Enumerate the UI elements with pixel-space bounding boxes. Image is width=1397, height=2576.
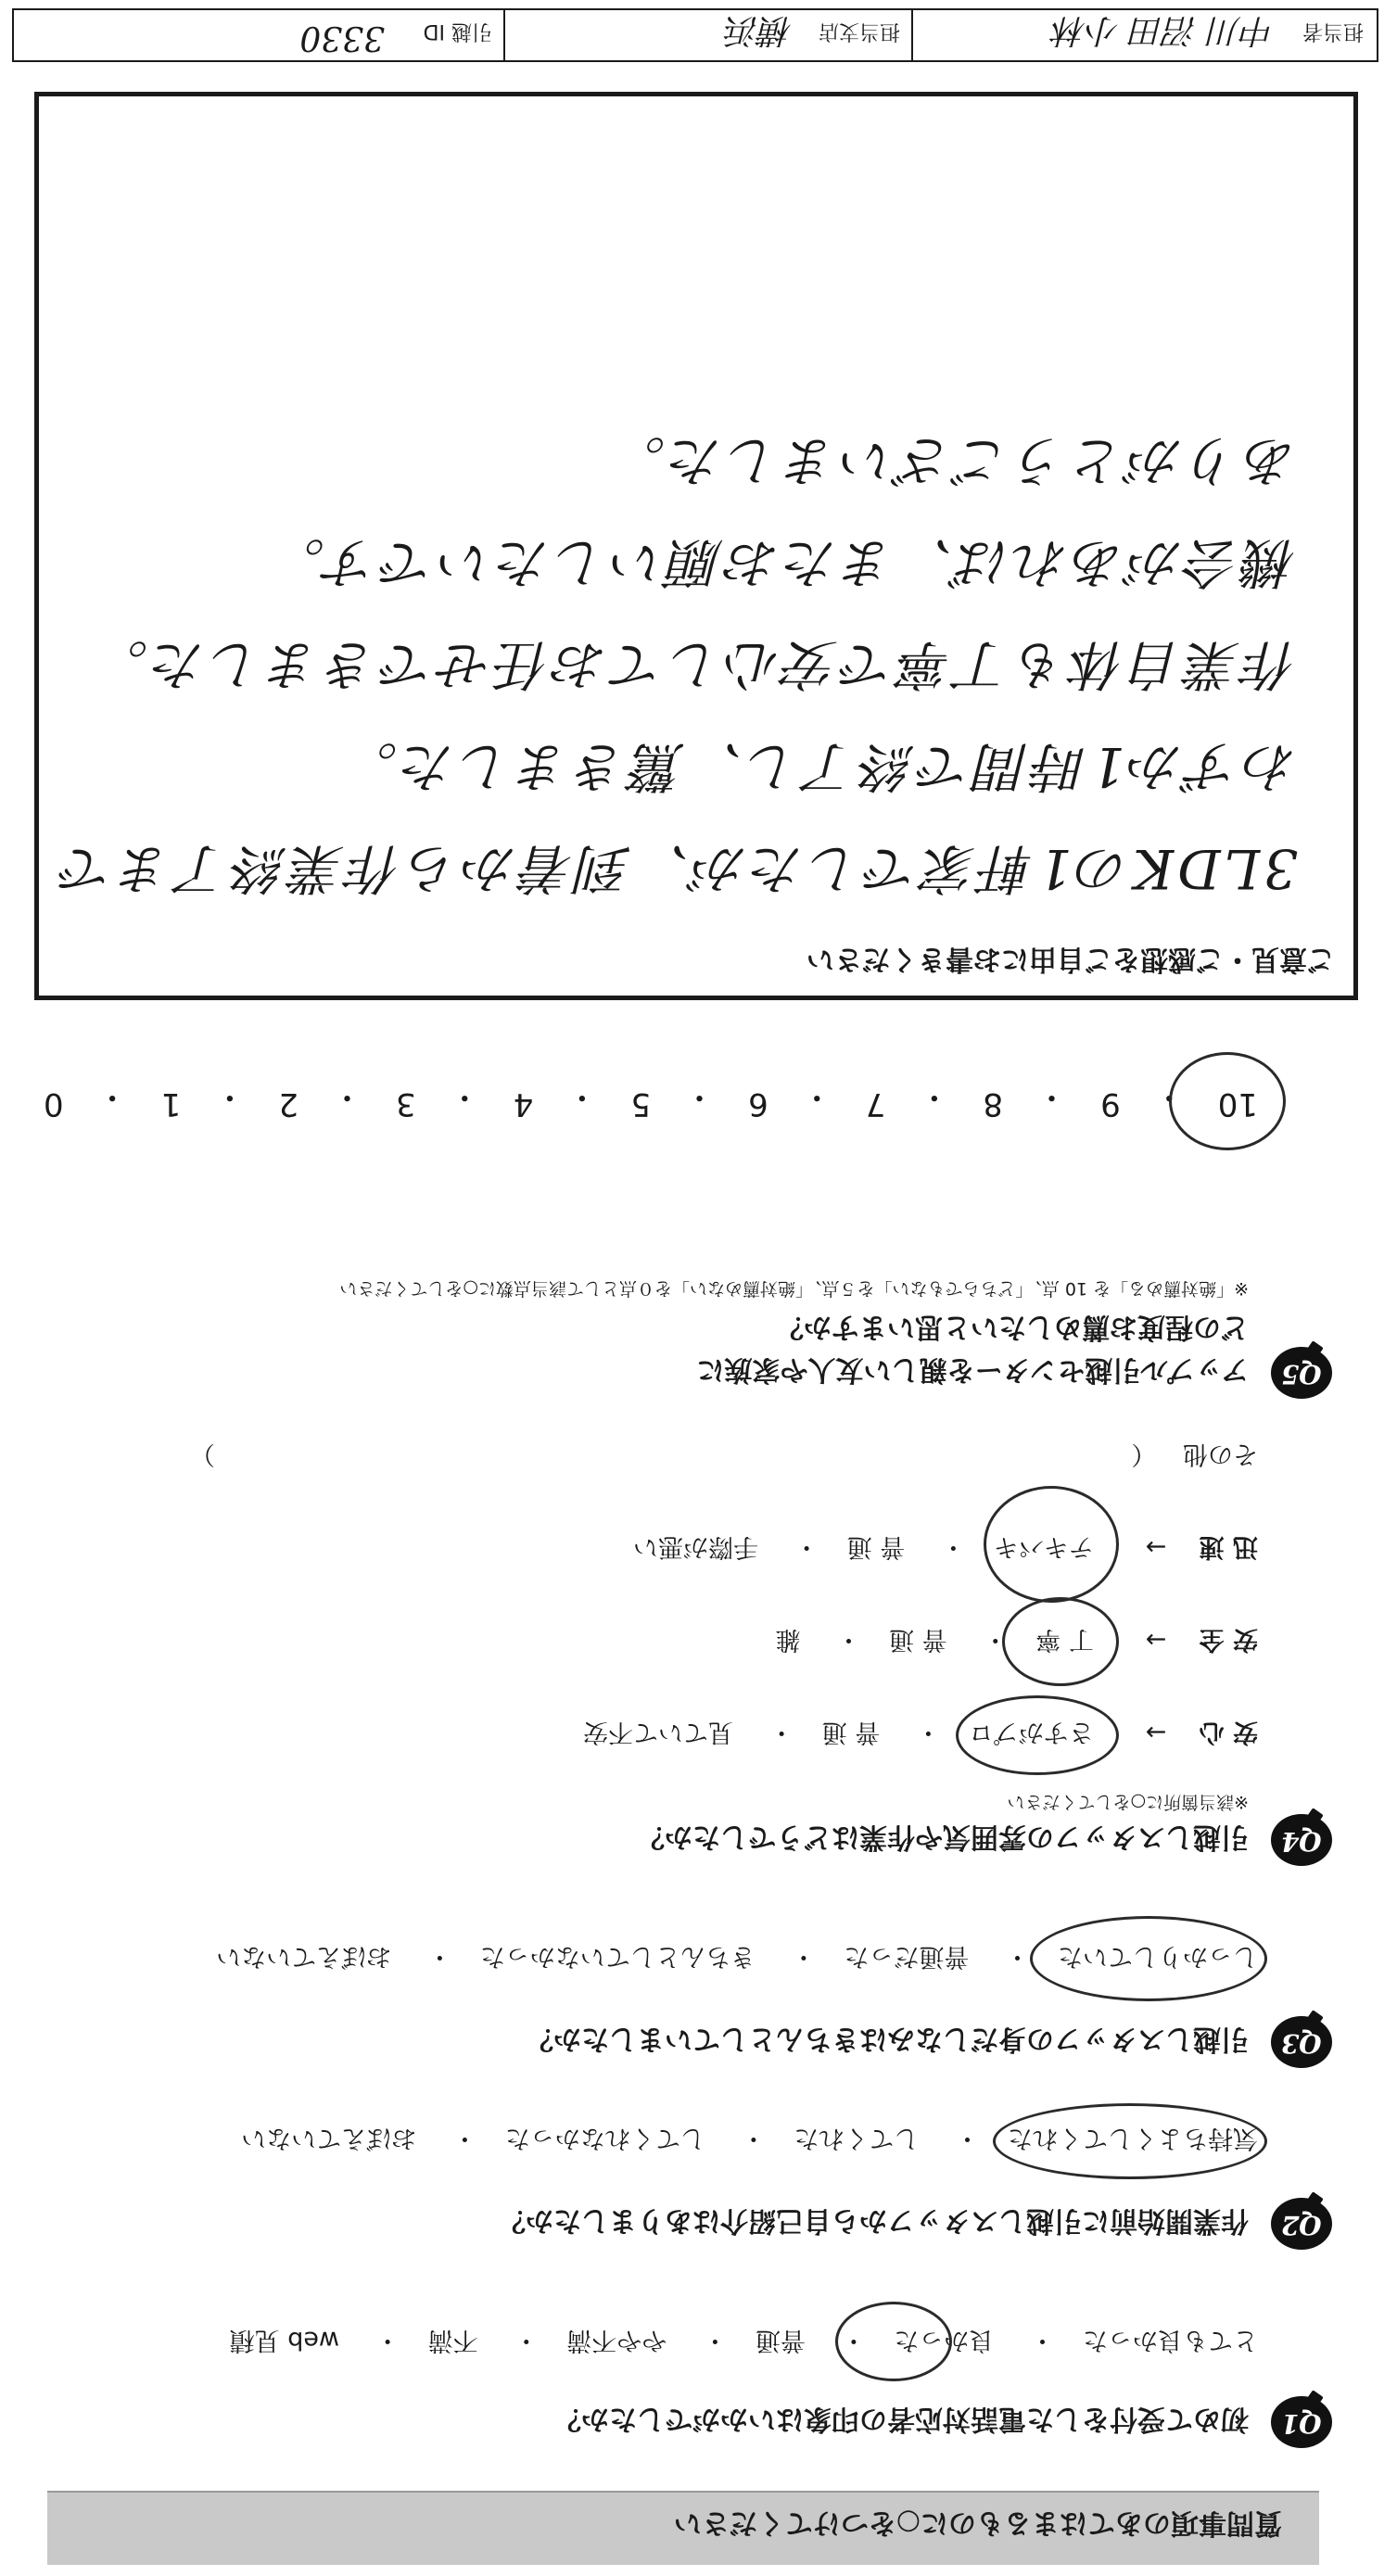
id-label: 引越 ID [423,19,492,43]
comment-line: 3LDKの1軒家でしたが、到着から作業終了まで [57,837,1298,900]
q4-row-anzen: 安 全 → 丁 寧・ 普 通・ 雑 [775,1624,1258,1660]
q3-text: 引越しスタッフの身だしなみはきちんとしていましたか？ [526,2023,1249,2055]
q4-other [190,1439,1258,1475]
q5-score[interactable]: 3 [396,1085,416,1123]
q1-badge-icon: Q1 [1271,2396,1332,2448]
q5-scale: 10 ・ 9 ・ 8 ・ 7 ・ 6 ・ 5 ・ 4 ・ 3 ・ 2 ・ 1 ・ 0 [44,1078,1258,1123]
staff-cell [911,10,1377,60]
q4-row-label: 安 心 [1199,1718,1258,1746]
q2-option[interactable]: してくれなかった [504,2124,705,2152]
q4-row-label: 迅 速 [1199,1532,1258,1561]
q1-option[interactable]: 不満 [427,2326,478,2354]
q3-option[interactable]: おぼえていない [216,1942,392,1971]
q2-badge-icon: Q2 [1271,2198,1332,2250]
branch-value: 横浜 [725,11,793,49]
footer-table [12,8,1378,62]
q5-score[interactable]: 2 [278,1085,298,1123]
arrow-icon: → [1145,1718,1167,1746]
q4-text: 引越しスタッフの雰囲気や作業はどうでしたか？ [637,1821,1249,1853]
id-value: 3330 [299,19,385,57]
q5-note: ※「絶対薦める」を 10 点、「どちらでもない」を５点、「絶対薦めない」を０点として該当点数に○をしてください [339,1278,1249,1299]
q5-score[interactable]: 1 [160,1085,182,1123]
q3-option[interactable]: しっかりしていた [1058,1942,1258,1971]
q5-selection-mark [1169,1052,1286,1150]
q2-options: 気持ちよくしてくれた・ してくれた・ してくれなかった・ おぼえていない [241,2123,1258,2159]
q2-option[interactable]: してくれた [794,2124,920,2152]
q4-option[interactable]: 雑 [775,1625,801,1654]
q5-score[interactable]: 5 [630,1085,652,1123]
q4-row-label: 安 全 [1199,1625,1258,1654]
instruction-banner [47,2491,1319,2565]
q2-option[interactable]: おぼえていない [241,2124,417,2152]
q2-selection-mark [993,2103,1267,2179]
q4-row-jinsoku: 迅 速 → テキパキ・ 普 通・ 手際が悪い [633,1531,1258,1567]
q4-note: ※該当箇所に○をしてください [1007,1792,1249,1812]
comment-line: 作業自体も丁寧で安心してお任せできました。 [90,633,1298,696]
q1-options: とても良かった・ 良かった・ 普通・ やや不満・ 不満・ web 見積 [230,2325,1258,2361]
q4-anzen-selection-mark [1002,1597,1119,1686]
q4-badge-icon: Q4 [1271,1814,1332,1866]
q4-row-anshin: 安 心 → さすがプロ・ 普 通・ 見ていて不安 [583,1717,1258,1753]
q4-other-label: その他 [1183,1440,1258,1468]
q4-option[interactable]: 普 通 [821,1718,881,1746]
q1-option[interactable]: 普通 [755,2326,806,2354]
q1-option[interactable]: web 見積 [229,2326,340,2354]
q4-option[interactable]: さすがプロ [968,1718,1094,1746]
q4-option[interactable]: テキパキ [993,1532,1094,1561]
q1-option[interactable]: とても良かった [1083,2326,1258,2354]
q4-jinsoku-selection-mark [984,1486,1119,1603]
q4-option[interactable]: 普 通 [889,1625,947,1654]
q5-badge-icon: Q5 [1271,1347,1332,1399]
q5-score[interactable]: 4 [513,1085,534,1123]
q5-text-line2: どの程度お薦めしたいと思いますか？ [776,1311,1249,1343]
q1-selection-mark [835,2302,952,2381]
branch-label: 担当支店 [818,19,900,43]
id-cell [16,10,505,60]
q4-other-paren-close: ） [189,1440,215,1468]
comment-line: 機会があれば、またお願いしたいです。 [267,531,1298,594]
q1-option[interactable]: 良かった [894,2326,995,2354]
q3-option[interactable]: 普通だった [844,1942,970,1971]
q5-score[interactable]: 7 [865,1085,886,1123]
staff-value: 中川 沼田 小林 [1053,11,1275,49]
q5-score[interactable]: 9 [1100,1085,1121,1123]
q3-options: しっかりしていた・ 普通だった・ きちんとしていなかった・ おぼえていない [216,1941,1258,1977]
q5-text-line1: アップル引越センターを親しい友人や家族に [696,1353,1249,1386]
comment-box[interactable] [34,92,1358,1000]
comment-box-title: ご意見・ご感想をご自由にお書きください [806,943,1335,975]
q3-option[interactable]: きちんとしていなかった [479,1942,756,1971]
q2-text: 作業開始前に引越しスタッフから自己紹介はありましたか？ [498,2204,1249,2237]
q4-anshin-selection-mark [956,1695,1119,1775]
arrow-icon: → [1145,1625,1167,1654]
q4-other-paren-open: （ [1131,1440,1157,1468]
q4-option[interactable]: 普 通 [846,1532,906,1561]
q5-score[interactable]: 6 [748,1085,768,1123]
q5-score[interactable]: 8 [983,1085,1004,1123]
q4-option[interactable]: 見ていて不安 [583,1718,734,1746]
instruction-text: 質問事項のあてはまるものに○をつけてください [673,2506,1282,2539]
q5-score[interactable]: 10 [1217,1085,1258,1123]
q1-text: 初めて受付をした電話対応者の印象はいかがでしたか？ [553,2403,1249,2435]
comment-line: ありがとうございました。 [607,429,1298,492]
q3-selection-mark [1030,1916,1267,2001]
staff-label: 担当者 [1302,19,1364,43]
q5-score[interactable]: 0 [44,1085,64,1123]
branch-cell [503,10,913,60]
arrow-icon: → [1145,1532,1167,1561]
q4-option[interactable]: 手際が悪い [633,1532,759,1561]
q3-badge-icon: Q3 [1271,2016,1332,2068]
q4-option[interactable]: 丁 寧 [1035,1625,1094,1654]
q1-option[interactable]: やや不満 [566,2326,667,2354]
q2-option[interactable]: 気持ちよくしてくれた [1008,2124,1258,2152]
comment-line: わずか1時間で終了し、驚きました。 [340,735,1298,798]
